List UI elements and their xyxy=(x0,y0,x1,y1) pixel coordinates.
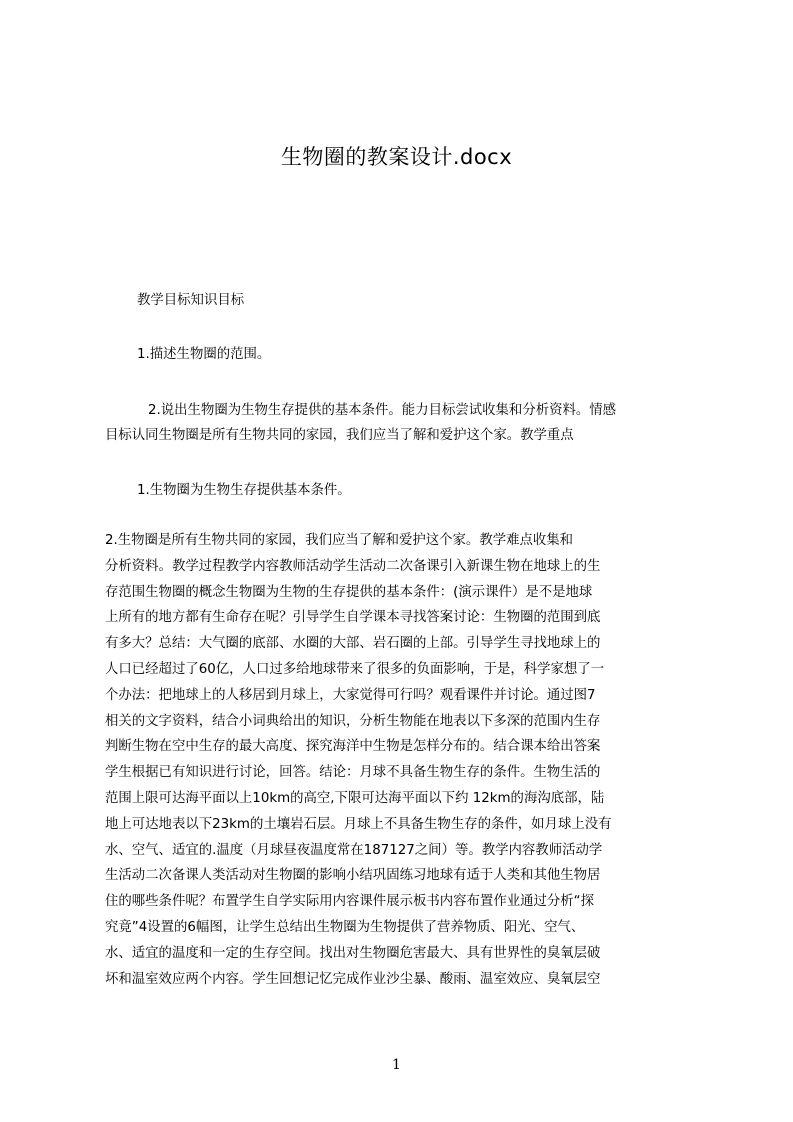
paragraph-teaching-goals-heading: 教学目标知识目标 xyxy=(137,293,245,308)
body-line: 生活动二次备课人类活动对生物圈的影响小结巩固练习地球有适于人类和其他生物居 xyxy=(105,868,601,884)
body-line: 人口已经超过了60亿，人口过多给地球带来了很多的负面影响，于是，科学家想了一 xyxy=(105,661,605,677)
body-line: 个办法：把地球上的人移居到月球上，大家觉得可行吗？观看课件并讨论。通过图7 xyxy=(105,687,596,703)
body-line: 存范围生物圈的概念生物圈为生物的生存提供的基本条件：(演示课件）是不是地球 xyxy=(105,584,593,600)
document-title: 生物圈的教案设计.docx xyxy=(280,145,513,169)
body-line: 住的哪些条件呢？布置学生自学实际用内容课件展示板书内容布置作业通过分析“探 xyxy=(105,894,594,910)
body-line: 究竟”4设置的6幅图，让学生总结出生物圈为生物提供了营养物质、阳光、空气、 xyxy=(105,919,585,935)
paragraph-goal-1: 1.描述生物圈的范围。 xyxy=(137,347,271,362)
body-line: 水、空气、适宜的.温度（月球昼夜温度常在187127之间）等。教学内容教师活动学 xyxy=(105,842,603,858)
paragraph-goal-2-line-1: 2.说出生物圈为生物生存提供的基本条件。能力目标尝试收集和分析资料。情感 xyxy=(148,403,617,418)
body-line: 上所有的地方都有生命存在呢？引导学生自学课本寻找答案讨论：生物圈的范围到底 xyxy=(105,610,601,626)
body-line: 地上可达地表以下23km的土壤岩石层。月球上不具备生物生存的条件，如月球上没有 xyxy=(105,816,612,832)
body-line: 分析资料。教学过程教学内容教师活动学生活动二次备课引入新课生物在地球上的生 xyxy=(105,558,601,574)
page-number: 1 xyxy=(392,1057,401,1073)
body-line: 相关的文字资料，结合小词典给出的知识，分析生物能在地表以下多深的范围内生存 xyxy=(105,713,601,729)
body-line: 范围上限可达海平面以上10km的高空,下限可达海平面以下约 12km的海沟底部，陆 xyxy=(105,790,605,806)
body-paragraph xyxy=(105,528,699,1028)
body-line: 判断生物在空中生存的最大高度、探究海洋中生物是怎样分布的。结合课本给出答案 xyxy=(105,739,601,755)
body-line: 有多大？总结：大气圈的底部、水圈的大部、岩石圈的上部。引导学生寻找地球上的 xyxy=(105,636,601,652)
body-line: 2.生物圈是所有生物共同的家园，我们应当了解和爱护这个家。教学难点收集和 xyxy=(105,533,574,548)
body-line: 水、适宜的温度和一定的生存空间。找出对生物圈危害最大、具有世界性的臭氧层破 xyxy=(105,945,601,961)
body-line: 坏和温室效应两个内容。学生回想记忆完成作业沙尘暴、酸雨、温室效应、臭氧层空 xyxy=(105,971,601,987)
body-line: 学生根据已有知识进行讨论，回答。结论：月球不具备生物生存的条件。生物生活的 xyxy=(105,765,601,781)
paragraph-goal-2-line-2: 目标认同生物圈是所有生物共同的家园，我们应当了解和爱护这个家。教学重点 xyxy=(105,428,574,443)
paragraph-key-point-1: 1.生物圈为生物生存提供基本条件。 xyxy=(137,483,351,498)
